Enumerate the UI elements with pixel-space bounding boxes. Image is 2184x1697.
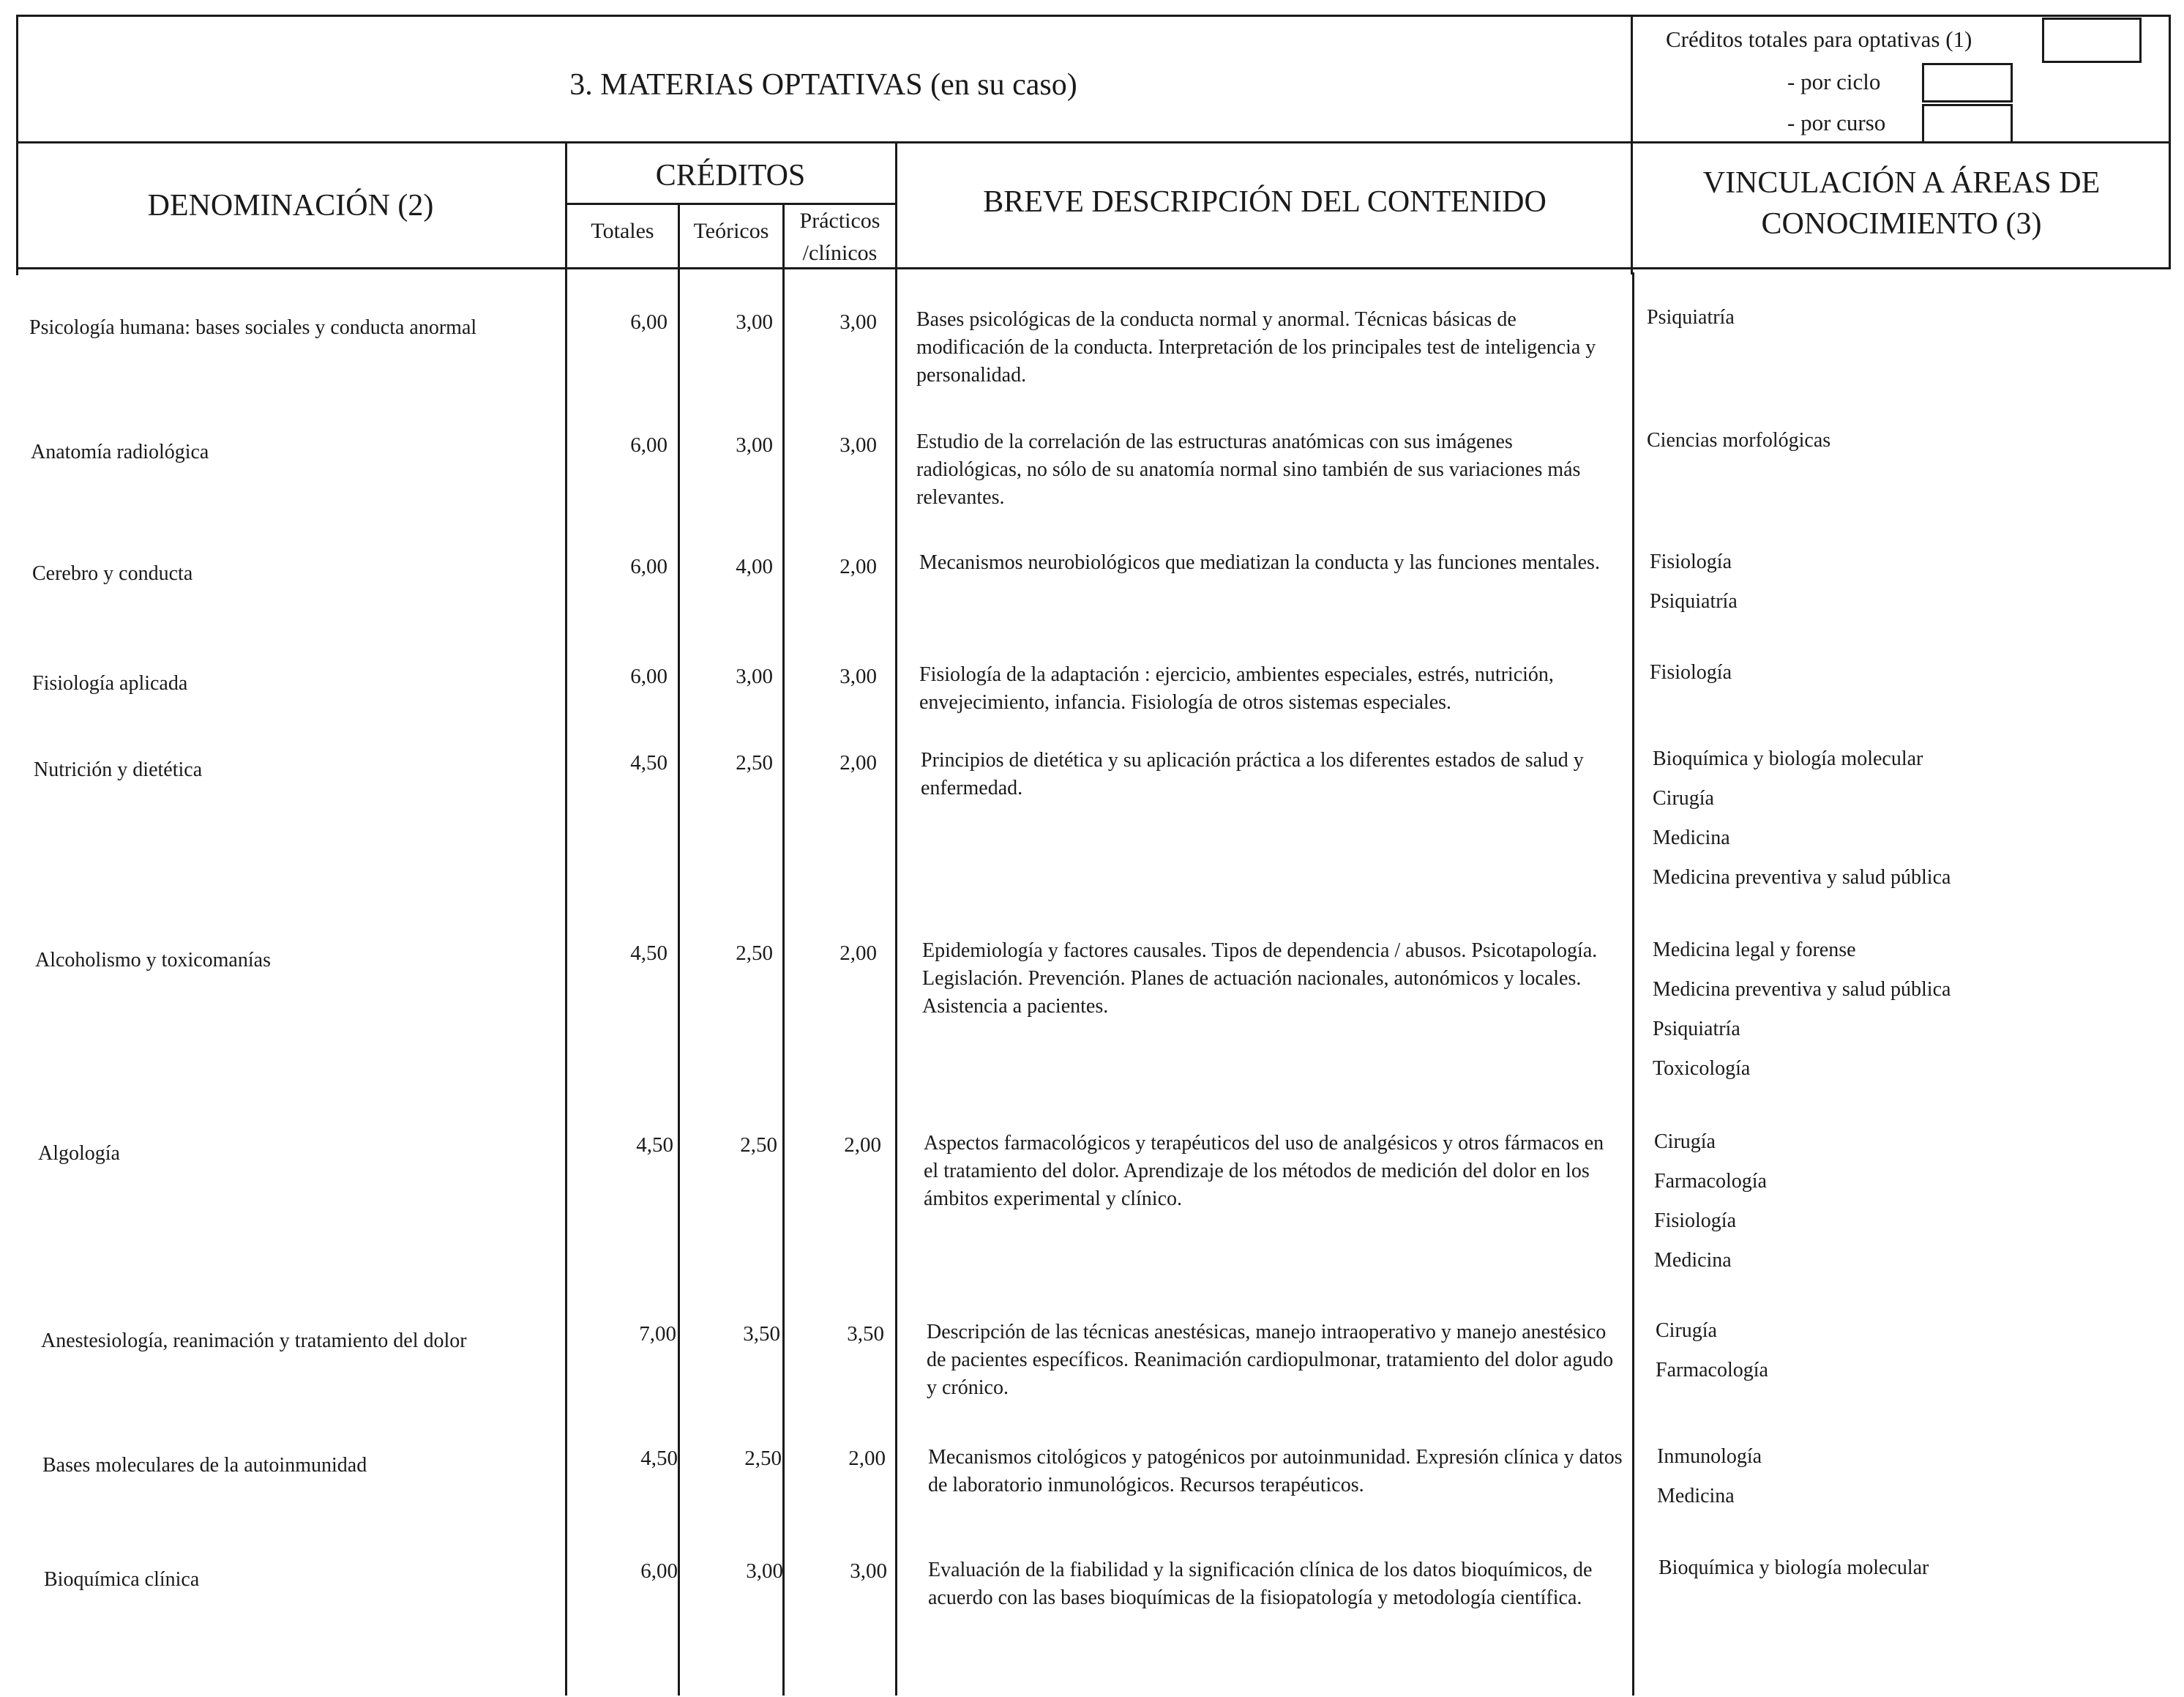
area-item: Fisiología xyxy=(1650,551,1732,573)
per-cycle-box[interactable] xyxy=(1922,63,2013,102)
row-9-areas xyxy=(1658,1548,1929,1588)
col-header-totales: Totales xyxy=(591,219,654,243)
row-3-description: Fisiología de la adaptación : ejercicio, ambientes especiales, estrés, nutrición, envejecimiento, infancia. Fisiología de otros sistemas especiales. xyxy=(919,663,1554,714)
row-1-practicos: 3,00 xyxy=(839,433,877,457)
row-4-teoricos: 2,50 xyxy=(736,751,773,775)
row-4-description: Principios de dietética y su aplicación práctica a los diferentes estados de salud y enfermedad. xyxy=(921,749,1584,799)
row-5-totales: 4,50 xyxy=(630,941,667,965)
col-header-practicos-1: Prácticos xyxy=(799,209,880,233)
row-0-areas xyxy=(1647,298,1735,337)
area-item: Medicina preventiva y salud pública xyxy=(1653,978,1951,1001)
area-item: Farmacología xyxy=(1654,1170,1767,1193)
row-2-practicos: 2,00 xyxy=(839,555,877,578)
row-8-description: Mecanismos citológicos y patogénicos por autoinmunidad. Expresión clínica y datos de laboratorio inmunológicos. Recursos terapéuticos. xyxy=(928,1446,1623,1496)
row-5-name: Alcoholismo y toxicomanías xyxy=(35,949,271,971)
area-item: Bioquímica y biología molecular xyxy=(1653,747,1923,770)
col-header-practicos-2: /clínicos xyxy=(802,241,878,265)
area-item: Cirugía xyxy=(1654,1130,1716,1153)
row-6-totales: 4,50 xyxy=(636,1133,673,1157)
row-0-teoricos: 3,00 xyxy=(736,310,773,334)
per-course-box[interactable] xyxy=(1922,104,2013,143)
area-item: Fisiología xyxy=(1654,1209,1737,1232)
row-7-description: Descripción de las técnicas anestésicas, manejo intraoperativo y manejo anestésico de pacientes específicos. Reanimación cardiopulmonar, tratamiento del dolor agudo y crónico. xyxy=(927,1321,1614,1399)
left-border-header xyxy=(16,15,18,275)
area-item: Medicina legal y forense xyxy=(1653,939,1856,961)
area-item: Cirugía xyxy=(1653,787,1714,810)
area-item: Psiquiatría xyxy=(1653,1018,1740,1040)
row-4-totales: 4,50 xyxy=(630,751,667,775)
row-1-teoricos: 3,00 xyxy=(736,433,773,457)
row-2-description: Mecanismos neurobiológicos que mediatizan la conducta y las funciones mentales. xyxy=(919,551,1600,574)
row-3-practicos: 3,00 xyxy=(839,665,877,688)
area-item: Psiquiatría xyxy=(1647,306,1735,329)
col-header-descripcion: BREVE DESCRIPCIÓN DEL CONTENIDO xyxy=(983,185,1547,219)
area-item: Fisiología xyxy=(1650,661,1732,684)
row-1-name: Anatomía radiológica xyxy=(31,441,209,463)
row-7-name: Anestesiología, reanimación y tratamiento del dolor xyxy=(41,1329,467,1352)
area-item: Farmacología xyxy=(1656,1359,1768,1381)
row-0-practicos: 3,00 xyxy=(839,310,877,334)
area-item: Toxicología xyxy=(1653,1057,1751,1080)
row-2-totales: 6,00 xyxy=(630,555,667,578)
per-cycle-label: - por ciclo xyxy=(1787,69,1881,94)
row-7-areas xyxy=(1656,1311,1768,1390)
row-7-practicos: 3,50 xyxy=(847,1322,884,1346)
area-item: Psiquiatría xyxy=(1650,590,1738,613)
per-course-label: - por curso xyxy=(1787,110,1886,135)
row-6-name: Algología xyxy=(38,1142,120,1165)
row-9-totales: 6,00 xyxy=(640,1559,678,1583)
col-header-creditos: CRÉDITOS xyxy=(655,159,806,193)
col-header-denominacion: DENOMINACIÓN (2) xyxy=(147,189,434,223)
row-8-practicos: 2,00 xyxy=(848,1447,886,1470)
area-item: Medicina xyxy=(1657,1485,1735,1507)
row-8-teoricos: 2,50 xyxy=(744,1447,782,1470)
row-6-description: Aspectos farmacológicos y terapéuticos del uso de analgésicos y otros fármacos en el tratamiento del dolor. Aprendizaje de los métodos de medición del dolor en los ámbitos experimental y clínico. xyxy=(924,1132,1604,1210)
row-2-areas xyxy=(1650,542,1738,622)
col-header-teoricos: Teóricos xyxy=(693,219,769,243)
row-6-areas xyxy=(1654,1122,1767,1280)
row-9-description: Evaluación de la fiabilidad y la significación clínica de los datos bioquímicos, de acuerdo con las bases bioquímicas de la fisiopatología y metodología científica. xyxy=(928,1559,1593,1609)
col-line-descripcion xyxy=(895,143,897,1696)
row-1-areas xyxy=(1647,421,1830,460)
row-6-practicos: 2,00 xyxy=(844,1133,881,1157)
col-line-practicos xyxy=(782,205,785,1696)
header-bottom-line xyxy=(16,141,2171,143)
area-item: Ciencias morfológicas xyxy=(1647,429,1831,452)
row-5-description: Epidemiología y factores causales. Tipos de dependencia / abusos. Psicotapología. Legislación. Prevención. Planes de actuación nacionales, autonómicos y locales. Asistencia a pacientes. xyxy=(922,939,1598,1018)
row-3-areas xyxy=(1650,653,1732,693)
row-9-practicos: 3,00 xyxy=(850,1559,887,1583)
row-5-teoricos: 2,50 xyxy=(736,941,773,965)
row-3-totales: 6,00 xyxy=(630,665,667,688)
row-5-areas xyxy=(1653,930,1951,1089)
row-4-areas xyxy=(1653,739,1951,898)
page-title: 3. MATERIAS OPTATIVAS (en su caso) xyxy=(569,68,1077,102)
row-6-teoricos: 2,50 xyxy=(740,1133,777,1157)
credits-total-label: Créditos totales para optativas (1) xyxy=(1666,26,1972,52)
row-0-name: Psicología humana: bases sociales y conducta anormal xyxy=(29,316,477,339)
row-8-totales: 4,50 xyxy=(640,1447,678,1470)
row-0-description: Bases psicológicas de la conducta normal y anormal. Técnicas básicas de modificación de la conducta. Interpretación de los principales test de inteligencia y personalidad. xyxy=(916,308,1596,387)
col-header-vinculacion-2: CONOCIMIENTO (3) xyxy=(1761,207,2042,241)
row-1-description: Estudio de la correlación de las estructuras anatómicas con sus imágenes radiológicas, no sólo de su anatomía normal sino también de sus variaciones más relevantes. xyxy=(916,430,1581,509)
row-0-totales: 6,00 xyxy=(630,310,667,334)
row-9-teoricos: 3,00 xyxy=(746,1559,783,1583)
row-4-name: Nutrición y dietética xyxy=(34,758,203,781)
row-2-name: Cerebro y conducta xyxy=(32,562,193,585)
column-header-bottom-line xyxy=(16,267,2171,269)
area-item: Medicina xyxy=(1654,1249,1732,1272)
area-item: Bioquímica y biología molecular xyxy=(1658,1556,1929,1579)
credits-total-box[interactable] xyxy=(2042,18,2142,63)
row-7-totales: 7,00 xyxy=(639,1322,676,1346)
area-item: Medicina xyxy=(1653,827,1730,849)
row-7-teoricos: 3,50 xyxy=(743,1322,780,1346)
row-1-totales: 6,00 xyxy=(630,433,667,457)
row-9-name: Bioquímica clínica xyxy=(44,1568,200,1591)
col-line-creditos-left xyxy=(565,143,567,1696)
col-line-teoricos xyxy=(678,205,680,1696)
row-2-teoricos: 4,00 xyxy=(736,555,773,578)
row-5-practicos: 2,00 xyxy=(839,941,877,965)
row-3-name: Fisiología aplicada xyxy=(32,672,188,695)
area-item: Cirugía xyxy=(1656,1319,1717,1342)
col-line-areas xyxy=(1632,272,1634,1696)
row-8-areas xyxy=(1657,1437,1762,1516)
top-border xyxy=(16,15,2171,17)
row-4-practicos: 2,00 xyxy=(839,751,877,775)
row-8-name: Bases moleculares de la autoinmunidad xyxy=(42,1454,367,1477)
row-3-teoricos: 3,00 xyxy=(736,665,773,688)
area-item: Inmunología xyxy=(1657,1445,1762,1468)
area-item: Medicina preventiva y salud pública xyxy=(1653,866,1951,889)
col-header-vinculacion-1: VINCULACIÓN A ÁREAS DE xyxy=(1702,166,2101,200)
